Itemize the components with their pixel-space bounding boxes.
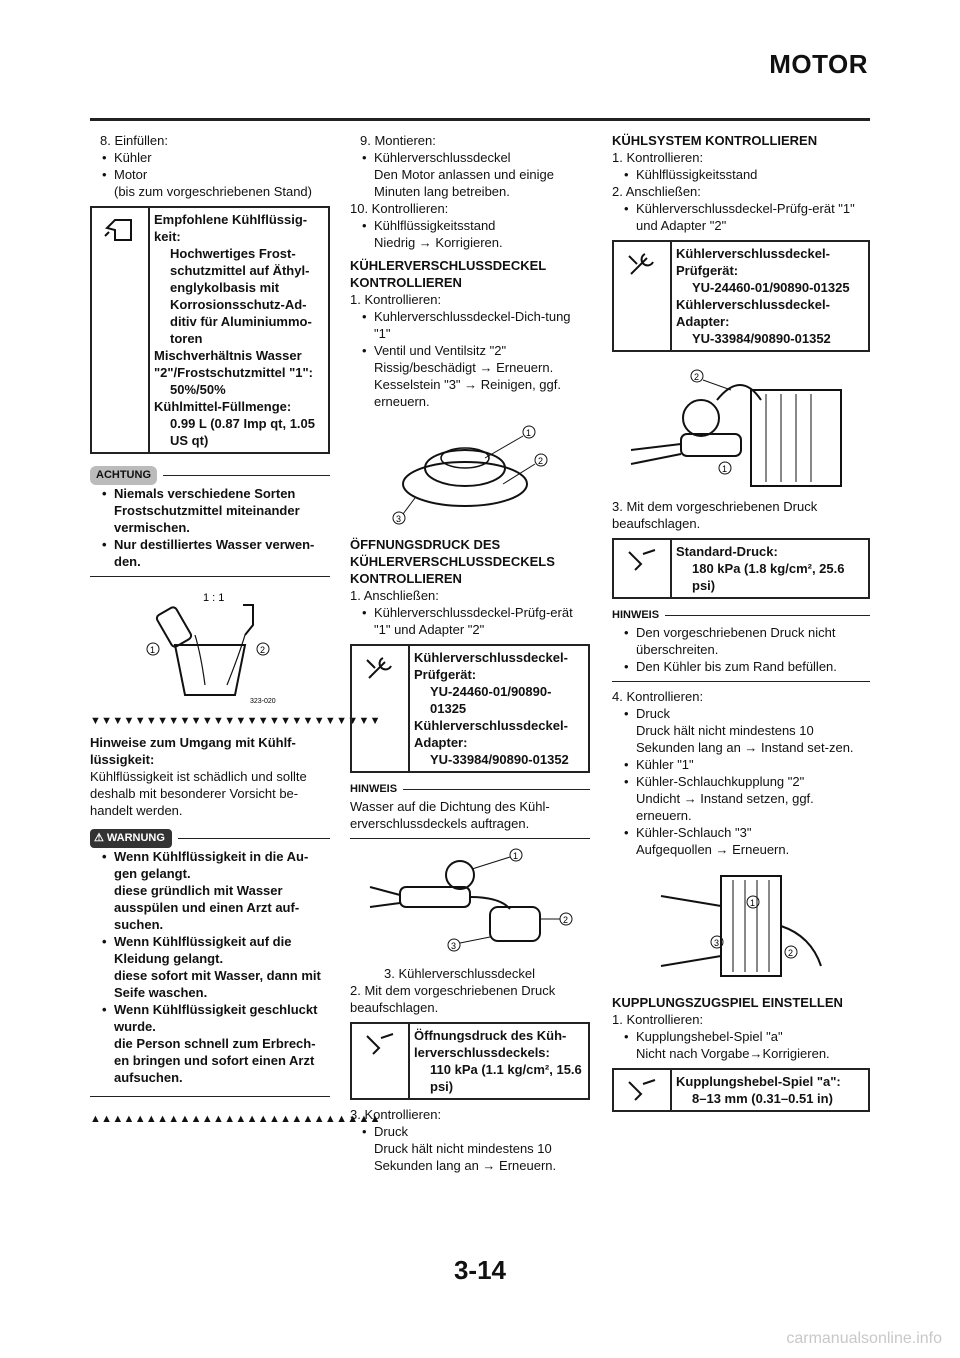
pressure-spec-box xyxy=(350,1022,590,1100)
tool-spec-box xyxy=(350,644,590,773)
step: 4. Kontrollieren: xyxy=(612,689,704,704)
step: 3. Mit dem vorgeschriebenen Druck beaufschlagen. xyxy=(612,499,818,531)
list-item: • Kühler xyxy=(90,149,330,166)
gauge-icon xyxy=(352,1024,410,1098)
hint-title: Hinweise zum Umgang mit Kühlf-lüssigkeit: xyxy=(90,735,296,767)
list-item: • Kühlflüssigkeitsstand xyxy=(612,166,870,183)
svg-text:1: 1 xyxy=(150,645,156,655)
step: 2. Anschließen: xyxy=(612,184,701,199)
tool-value: YU-24460-01/90890-01325 xyxy=(430,684,552,716)
tool-label: Kühlerverschlussdeckel-Adapter: xyxy=(414,718,568,750)
list-item-note: Undicht → Instand setzen, ggf. erneuern. xyxy=(636,791,814,823)
warning-item: • Wenn Kühlflüssigkeit auf die Kleidung gelangt. xyxy=(90,933,330,967)
step: 1. Kontrollieren: xyxy=(612,150,704,165)
note-label: HINWEIS xyxy=(612,607,870,624)
svg-text:1: 1 xyxy=(513,851,519,861)
figure-caption: 3. Kühlerverschlussdeckel xyxy=(384,966,536,981)
list-item: • Kupplungshebel-Spiel "a" xyxy=(612,1028,870,1045)
clutch-spec-box xyxy=(612,1068,870,1112)
triangle-divider: ▲▲▲▲▲▲▲▲▲▲▲▲▲▲▲▲▲▲▲▲▲▲▲▲▲▲ xyxy=(90,1113,381,1125)
list-item-note: Niedrig → Korrigieren. xyxy=(374,235,503,250)
note-label: HINWEIS xyxy=(350,781,590,798)
caution-item: • Niemals verschiedene Sorten Frostschutzmittel miteinander vermischen. xyxy=(90,485,330,536)
list-item: • Kühlerverschlussdeckel-Prüfg-erät "1" und Adapter "2" xyxy=(612,200,870,234)
spec-label: Öffnungsdruck des Küh-lerverschlussdeckels: xyxy=(414,1028,567,1060)
spec-label: Kupplungshebel-Spiel "a": xyxy=(676,1074,841,1089)
warning-item: • Wenn Kühlflüssigkeit in die Au-gen gelangt. xyxy=(90,848,330,882)
hint-text: Kühlflüssigkeit ist schädlich und sollte deshalb mit besonderer Vorsicht be-handelt werden. xyxy=(90,769,307,818)
svg-text:2: 2 xyxy=(788,948,794,958)
note-item: • Den vorgeschriebenen Druck nicht überschreiten. xyxy=(612,624,870,658)
list-item-note: Druck hält nicht mindestens 10 Sekunden lang an → Instand set-zen. xyxy=(636,723,854,755)
list-item: • Motor xyxy=(90,166,330,183)
warning-item: • Wenn Kühlflüssigkeit geschluckt wurde. xyxy=(90,1001,330,1035)
gauge-icon xyxy=(614,540,672,597)
list-item-note: Rissig/beschädigt → Erneuern. Kesselstein "3" → Reinigen, ggf. erneuern. xyxy=(374,360,561,409)
list-item: • Ventil und Ventilsitz "2" xyxy=(350,342,590,359)
step-9: 9. Montieren: xyxy=(360,133,436,148)
mix-label: Mischverhältnis Wasser "2"/Frostschutzmittel "1": xyxy=(154,348,314,380)
warning-badge: ⚠ WARNUNG xyxy=(90,829,172,848)
step: 3. Kontrollieren: xyxy=(350,1107,442,1122)
column-2 xyxy=(350,132,590,1174)
spec-label: Standard-Druck: xyxy=(676,544,778,559)
tool-label: Kühlerverschlussdeckel-Prüfgerät: xyxy=(414,650,568,682)
gauge-icon xyxy=(614,1070,672,1110)
cap-tester-illustration xyxy=(360,847,580,957)
page-number: 3-14 xyxy=(453,1255,507,1285)
list-item-note: Nicht nach Vorgabe→Korrigieren. xyxy=(636,1046,830,1061)
list-item-note: Aufgequollen → Erneuern. xyxy=(636,842,790,857)
pressure-spec-box xyxy=(612,538,870,599)
svg-text:1: 1 xyxy=(722,464,728,474)
page-title: MOTOR xyxy=(769,49,868,79)
svg-text:3: 3 xyxy=(451,941,457,951)
fill-value: 0.99 L (0.87 Imp qt, 1.05 US qt) xyxy=(170,416,315,448)
step-10: 10. Kontrollieren: xyxy=(350,201,449,216)
radiator-cap-illustration xyxy=(385,418,555,528)
wrench-icon xyxy=(352,646,410,771)
warning-item-detail: die Person schnell zum Erbrech-en bringen und sofort einen Arzt aufsuchen. xyxy=(114,1036,316,1085)
step: 1. Anschließen: xyxy=(350,588,439,603)
section-heading: ÖFFNUNGSDRUCK DES KÜHLERVERSCHLUSSDECKELS KONTROLLIEREN xyxy=(350,537,555,586)
spec-value: Hochwertiges Frost-schutzmittel auf Äthyl-englykolbasis mit Korrosionsschutz-Ad-ditiv für Aluminiummo-toren xyxy=(170,246,312,346)
svg-text:2: 2 xyxy=(694,372,700,382)
svg-text:2: 2 xyxy=(538,456,544,466)
list-item: • Druck xyxy=(350,1123,590,1140)
list-item: • Kühlerverschlussdeckel xyxy=(350,149,590,166)
svg-text:1: 1 xyxy=(750,898,756,908)
svg-text:2: 2 xyxy=(563,915,569,925)
tool-label: Kühlerverschlussdeckel-Prüfgerät: xyxy=(676,246,830,278)
step: 1. Kontrollieren: xyxy=(612,1012,704,1027)
list-item-note: (bis zum vorgeschriebenen Stand) xyxy=(114,184,312,199)
coolant-can-icon xyxy=(92,208,150,452)
warning-item-detail: diese sofort mit Wasser, dann mit Seife waschen. xyxy=(114,968,321,1000)
ratio-label: 1 : 1 xyxy=(203,592,225,604)
header-rule xyxy=(90,118,870,121)
tool-value: YU-33984/90890-01352 xyxy=(692,331,831,346)
coolant-spec-box xyxy=(90,206,330,454)
list-item-note: Druck hält nicht mindestens 10 Sekunden lang an → Erneuern. xyxy=(374,1141,557,1173)
caution-item: • Nur destilliertes Wasser verwen-den. xyxy=(90,536,330,570)
tool-label: Kühlerverschlussdeckel-Adapter: xyxy=(676,297,830,329)
coolant-mixing-illustration xyxy=(135,585,285,705)
achtung-badge: ACHTUNG xyxy=(90,466,157,485)
tool-value: YU-24460-01/90890-01325 xyxy=(692,280,850,295)
list-item: • Druck xyxy=(612,705,870,722)
step: 1. Kontrollieren: xyxy=(350,292,442,307)
spec-value: 8–13 mm (0.31–0.51 in) xyxy=(692,1091,833,1106)
warning-item-detail: diese gründlich mit Wasser ausspülen und einen Arzt auf-suchen. xyxy=(114,883,300,932)
wrench-icon xyxy=(614,242,672,350)
warning-icon: ⚠ xyxy=(94,832,104,844)
figure-code: 323-020 xyxy=(250,698,276,705)
note-text: Wasser auf die Dichtung des Kühl-erverschlussdeckels auftragen. xyxy=(350,799,550,831)
step-8: 8. Einfüllen: xyxy=(100,133,168,148)
spec-value: 180 kPa (1.8 kg/cm², 25.6 psi) xyxy=(692,561,845,593)
svg-text:1: 1 xyxy=(526,428,532,438)
fill-label: Kühlmittel-Füllmenge: xyxy=(154,399,292,414)
column-3 xyxy=(612,132,870,1118)
triangle-divider: ▼▼▼▼▼▼▼▼▼▼▼▼▼▼▼▼▼▼▼▼▼▼▼▼▼▼ xyxy=(90,715,381,727)
tool-value: YU-33984/90890-01352 xyxy=(430,752,569,767)
svg-text:2: 2 xyxy=(260,645,266,655)
spec-title: Empfohlene Kühlflüssig-keit: xyxy=(154,212,308,244)
tool-spec-box xyxy=(612,240,870,352)
cooling-system-test-illustration xyxy=(621,360,861,490)
radiator-hose-illustration xyxy=(641,866,841,986)
mix-value: 50%/50% xyxy=(170,382,226,397)
note-item: • Den Kühler bis zum Rand befüllen. xyxy=(612,658,870,675)
column-1 xyxy=(90,132,381,1132)
watermark: carmanualsonline.info xyxy=(786,1330,942,1347)
section-heading: KUPPLUNGSZUGSPIEL EINSTELLEN xyxy=(612,995,843,1010)
list-item: • Kuhlerverschlussdeckel-Dich-tung "1" xyxy=(350,308,590,342)
svg-text:3: 3 xyxy=(396,514,402,524)
step: 2. Mit dem vorgeschriebenen Druck beaufschlagen. xyxy=(350,983,556,1015)
list-item: • Kühlflüssigkeitsstand xyxy=(350,217,590,234)
section-heading: KÜHLERVERSCHLUSSDECKEL KONTROLLIEREN xyxy=(350,258,546,290)
list-item: • Kühlerverschlussdeckel-Prüfg-erät "1" und Adapter "2" xyxy=(350,604,590,638)
section-heading: KÜHLSYSTEM KONTROLLIEREN xyxy=(612,133,818,148)
svg-text:3: 3 xyxy=(714,938,720,948)
list-item: • Kühler "1" xyxy=(612,756,870,773)
list-item-note: Den Motor anlassen und einige Minuten lang betreiben. xyxy=(374,167,554,199)
spec-value: 110 kPa (1.1 kg/cm², 15.6 psi) xyxy=(430,1062,582,1094)
list-item: • Kühler-Schlauch "3" xyxy=(612,824,870,841)
list-item: • Kühler-Schlauchkupplung "2" xyxy=(612,773,870,790)
